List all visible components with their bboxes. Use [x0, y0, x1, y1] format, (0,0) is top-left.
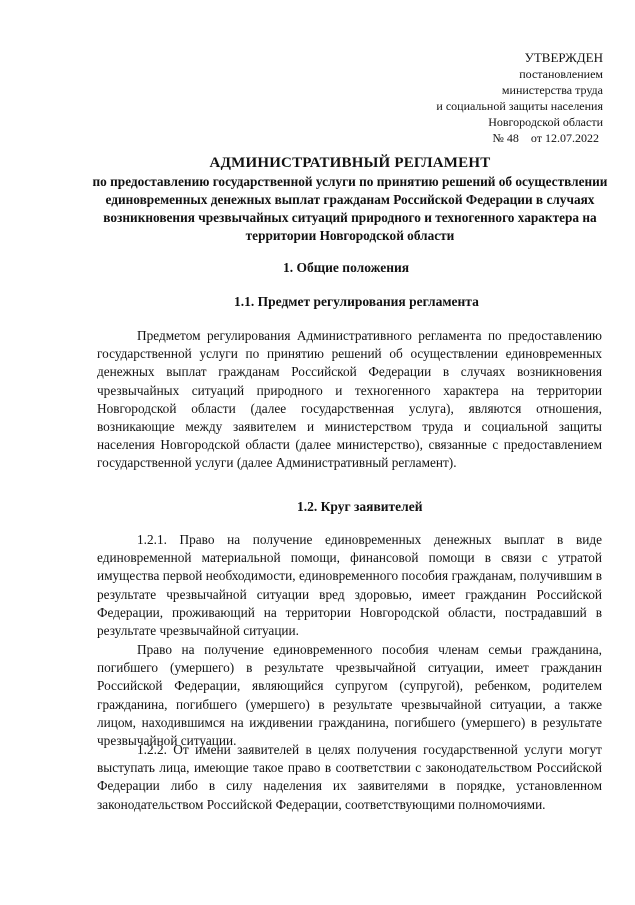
approval-line-2: министерства труда [501, 83, 603, 97]
paragraph-1-2-2: 1.2.2. От имени заявителей в целях получения государственной услуги могут выступать лица, имеющие такое право в соответствии с законодательством Российской Федерации либо в силу наделения их заявителями в порядке, установленном законодательством Российской Федерации, соответствующими полномочиями. [97, 742, 602, 812]
document-subtitle: по предоставлению государственной услуги по принятию решений об осуществлении единовременных денежных выплат гражданам Российской Федерации в случаях возникновения чрезвычайных ситуаций природного и техногенного характера на территории Новгородской области [92, 174, 608, 243]
paragraph-1-2-1-b: Право на получение единовременного пособия членам семьи гражданина, погибшего (умершего) в результате чрезвычайной ситуации, имеет гражданин Российской Федерации, являющийся супругом (супругой), ребенком, родителем гражданина, погибшего (умершего) в результате чрезвычайной ситуации, а также лицом, находившимся на иждивении гражданина, погибшего (умершего) в результате чрезвычайной ситуации. [97, 642, 602, 749]
paragraph-1-1: Предметом регулирования Административного регламента по предоставлению государственной услуги по принятию решений об осуществлении единовременных денежных выплат гражданам Российской Федерации в случаях возникновения чрезвычайных ситуаций природного и техногенного характера на территории Новгородской области (далее государственная услуга), являются отношения, возникающие между заявителем и министерством труда и социальной защиты населения Новгородской области (далее министерство), связанные с предоставлением государственной услуги (далее Административный регламент). [97, 328, 602, 471]
approval-line-3: и социальной защиты населения [436, 99, 603, 113]
approval-stamp [436, 50, 603, 146]
subsection-1-2-heading: 1.2. Круг заявителей [297, 499, 423, 514]
document-title: АДМИНИСТРАТИВНЫЙ РЕГЛАМЕНТ [209, 155, 491, 171]
subsection-1-1-heading: 1.1. Предмет регулирования регламента [234, 294, 479, 309]
approval-line-1: постановлением [519, 67, 603, 81]
paragraph-1-2-1: 1.2.1. Право на получение единовременных денежных выплат в виде единовременной материальной помощи, финансовой помощи в связи с утратой имущества первой необходимости, единовременного пособия гражданам, получившим в результате чрезвычайной ситуации вред здоровью, имеет гражданин Российской Федерации, проживающий на территории Новгородской области, пострадавший в результате чрезвычайной ситуации. [97, 532, 602, 639]
approval-title: УТВЕРЖДЕН [524, 50, 603, 65]
document-title-block [90, 154, 610, 245]
section-1-heading: 1. Общие положения [283, 260, 410, 275]
approval-date: от 12.07.2022 [530, 131, 599, 145]
approval-number: № 48 [492, 131, 519, 145]
approval-line-4: Новгородской области [488, 115, 603, 129]
approval-number-date [436, 130, 599, 146]
